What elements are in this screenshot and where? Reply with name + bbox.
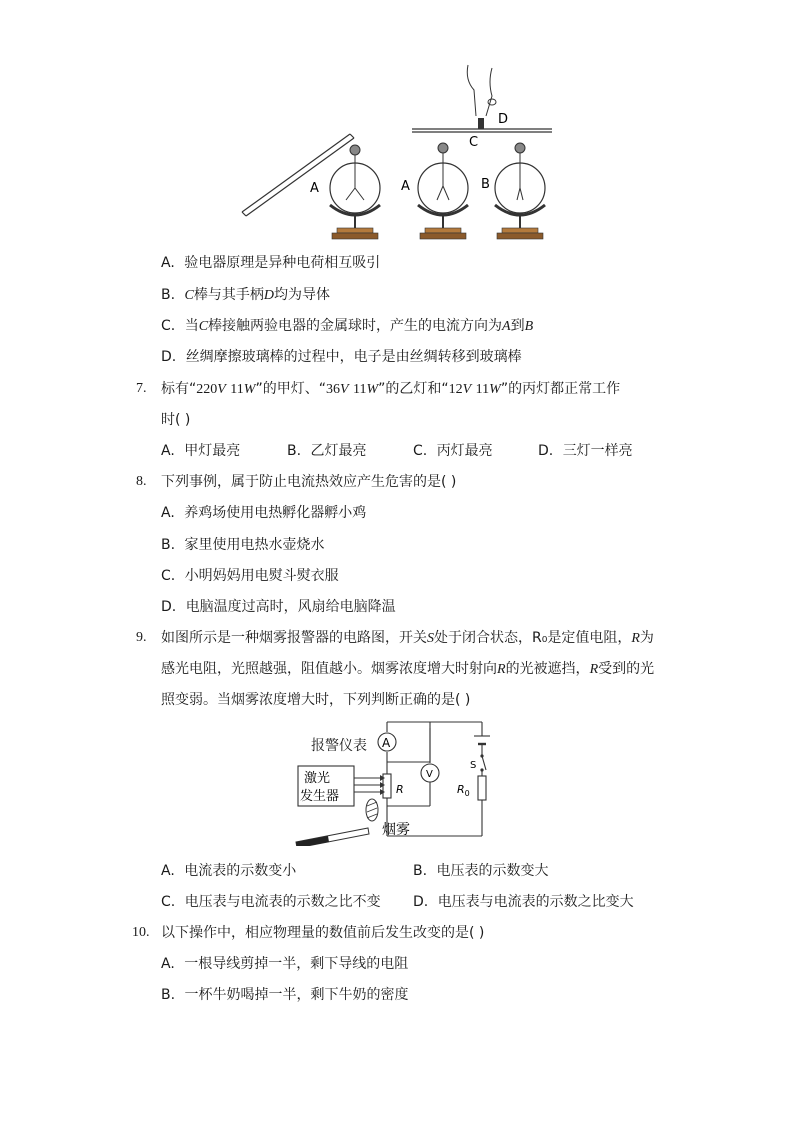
q6-option-c [161,316,533,337]
option-text: 甲灯最亮 [184,443,241,459]
option-letter: B. [287,443,302,459]
q6-option-a [161,253,380,273]
option-letter: B. [161,987,176,1003]
value: 12 [448,382,463,397]
label-b: B [481,177,490,192]
option-text: 小明妈妈用电熨斗熨衣服 [184,568,339,584]
unit: W [366,382,379,397]
option-letter: A. [161,443,175,459]
option-letter: B. [161,537,176,553]
q8-option-a [161,503,366,523]
q7-option-c [413,441,493,461]
laser-generator [298,766,354,806]
value: 11 [475,382,490,397]
symbol-d: D [263,288,274,303]
q8-number: 8. [136,474,147,489]
value: 11 [352,382,367,397]
unit: V [462,382,472,397]
svg-text:S: S [470,760,477,771]
option-letter: D. [161,599,177,615]
symbol-a: A [502,319,511,334]
value: 36 [325,382,340,397]
option-text: 一根导线剪掉一半，剩下导线的电阻 [184,956,409,972]
option-text: 丝绸摩擦玻璃棒的过程中，电子是由丝绸转移到玻璃棒 [185,349,522,365]
resistor-r0 [457,776,486,800]
option-letter: A. [161,956,175,972]
option-text: 棒接触两验电器的金属球时，产生的电流方向为 [208,318,503,334]
option-text: 均为导体 [273,287,330,303]
option-text: 一杯牛奶喝掉一半，剩下牛奶的密度 [184,987,409,1003]
electroscope-figure [230,60,570,245]
q8-option-c [161,566,339,586]
q7-number: 7. [136,381,147,396]
stem-text: 标有“ [161,381,197,397]
option-text: 丙灯最亮 [436,443,493,459]
q10-number: 10. [132,925,150,940]
q8-stem: 下列事例，属于防止电流热效应产生危害的是( ) [161,474,457,490]
option-text: 电压表与电流表的示数之比变大 [437,894,634,910]
electroscope-b [495,143,545,239]
stem-text: ”的甲灯、“ [255,381,326,397]
svg-text:R: R [396,783,404,796]
stem-text: 感光电阻，光照越强，阻值越小。烟雾浓度增大时射向 [161,661,497,677]
switch-s [470,754,486,771]
laser-beams [354,775,385,795]
option-letter: D. [161,349,177,365]
symbol-c: C [184,288,194,303]
option-letter: D. [538,443,554,459]
battery-icon [474,736,490,744]
option-letter: D. [413,894,429,910]
symbol-r: R [497,662,506,677]
svg-text:V: V [426,769,433,780]
stem-text: 为 [639,630,654,646]
unit: W [243,382,256,397]
voltmeter-icon [421,764,439,782]
option-letter: B. [413,863,428,879]
q10-stem: 以下操作中，相应物理量的数值前后发生改变的是( ) [161,925,485,941]
q9-stem-line3: 照变弱。当烟雾浓度增大时，下列判断正确的是( ) [161,692,471,708]
option-text: 电脑温度过高时，风扇给电脑降温 [185,599,396,615]
stem-text: ”的丙灯都正常工作 [500,381,621,397]
symbol-c: C [198,319,209,334]
label-a-left: A [310,181,319,196]
q9-option-d [413,892,634,912]
q10-option-a [161,954,408,974]
option-letter: A. [161,863,175,879]
option-text: 家里使用电热水壶烧水 [184,537,325,553]
q9-stem-line2 [161,659,654,680]
svg-text:发生器: 发生器 [300,789,340,804]
stem-text: 的光被遮挡， [505,661,590,677]
label-a-right: A [401,179,410,194]
option-text: 养鸡场使用电热孵化器孵小鸡 [184,505,367,521]
q8-option-d [161,597,396,617]
svg-text:R0: $R_0$ [457,783,470,798]
option-text: 电流表的示数变小 [184,863,297,879]
q7-stem-line2: 时( ) [161,412,191,428]
symbol-r: R [589,662,599,677]
option-letter: B. [161,287,176,303]
ammeter-icon [378,733,396,751]
q8-option-b [161,535,325,555]
symbol-b: B [524,319,534,334]
option-text: 到 [510,318,525,334]
option-text: 验电器原理是异种电荷相互吸引 [184,255,381,271]
symbol-s: S [427,631,434,646]
option-text: 电压表的示数变大 [436,863,549,879]
alarm-instrument-label: 报警仪表 [311,738,367,754]
option-letter: C. [161,568,176,584]
electroscope-a [418,143,468,239]
q6-option-d [161,347,522,367]
q9-option-a [161,861,296,881]
unit: V [217,382,226,397]
conducting-rod [412,65,552,132]
option-letter: A. [161,255,175,271]
q6-option-b [161,285,330,306]
value: 220 [196,382,218,397]
unit: V [339,382,349,397]
option-letter: C. [413,443,428,459]
option-text: 电压表与电流表的示数之比不变 [184,894,381,910]
option-letter: C. [161,318,176,334]
symbol-r: R [631,631,640,646]
cigarette-icon [296,828,369,846]
option-text: 棒与其手柄 [193,287,264,303]
option-text: 三灯一样亮 [562,443,633,459]
option-letter: C. [161,894,176,910]
q7-option-d [538,441,633,461]
option-letter: A. [161,505,175,521]
smoke-label: 烟雾 [382,822,410,838]
q9-stem-line1 [161,628,654,649]
q9-option-b [413,861,549,881]
q7-stem-line1 [161,379,620,400]
svg-text:激光: 激光 [304,771,331,786]
photoresistor-r [383,774,404,798]
q9-number: 9. [136,630,147,645]
stem-text: ”的乙灯和“ [378,381,449,397]
label-c: C [469,135,479,150]
glass-rod [242,134,354,216]
value: 11 [230,382,244,397]
stem-text: 处于闭合状态，R₀是定值电阻， [434,630,632,646]
option-text: 当 [184,318,199,334]
stem-text: 如图所示是一种烟雾报警器的电路图，开关 [161,630,427,646]
q7-option-a [161,441,240,461]
label-d: D [498,112,509,127]
option-text: 乙灯最亮 [310,443,367,459]
q7-option-b [287,441,367,461]
q9-option-c [161,892,381,912]
smoke-icon [366,799,378,821]
electroscope-left [330,145,380,239]
svg-text:A: A [382,736,391,750]
q10-option-b [161,985,409,1005]
stem-text: 受到的光 [598,661,655,677]
unit: W [489,382,501,397]
